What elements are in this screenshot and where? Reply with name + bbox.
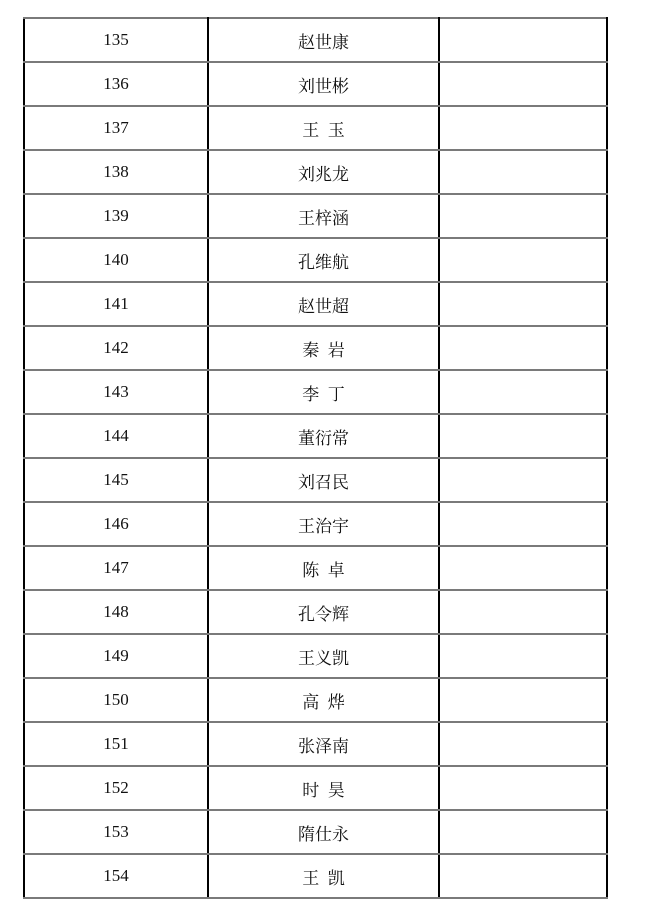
table-row — [24, 282, 607, 326]
row-name-cell: 刘召民 — [208, 458, 439, 502]
row-number-cell: 146 — [24, 502, 208, 546]
row-number-cell: 151 — [24, 722, 208, 766]
roster-table — [23, 17, 608, 899]
row-number-cell: 143 — [24, 370, 208, 414]
row-name-cell: 王治宇 — [208, 502, 439, 546]
table-row — [24, 62, 607, 106]
row-name-cell: 王凯 — [208, 854, 439, 898]
table-row — [24, 634, 607, 678]
row-number-cell: 150 — [24, 678, 208, 722]
row-name-cell: 王梓涵 — [208, 194, 439, 238]
row-note-cell — [439, 590, 607, 634]
row-note-cell — [439, 458, 607, 502]
row-name-cell: 张泽南 — [208, 722, 439, 766]
row-number-cell: 142 — [24, 326, 208, 370]
roster-table-body — [24, 18, 607, 898]
row-note-cell — [439, 18, 607, 62]
table-row — [24, 722, 607, 766]
row-name-cell: 李丁 — [208, 370, 439, 414]
row-name-cell: 赵世超 — [208, 282, 439, 326]
table-row — [24, 238, 607, 282]
table-row — [24, 326, 607, 370]
table-row — [24, 766, 607, 810]
row-note-cell — [439, 722, 607, 766]
row-number-cell: 145 — [24, 458, 208, 502]
row-number-cell: 147 — [24, 546, 208, 590]
table-row — [24, 150, 607, 194]
row-number-cell: 144 — [24, 414, 208, 458]
table-row — [24, 810, 607, 854]
row-note-cell — [439, 62, 607, 106]
row-number-cell: 154 — [24, 854, 208, 898]
table-row — [24, 194, 607, 238]
row-note-cell — [439, 854, 607, 898]
row-number-cell: 141 — [24, 282, 208, 326]
row-name-cell: 孔令辉 — [208, 590, 439, 634]
row-note-cell — [439, 194, 607, 238]
row-number-cell: 138 — [24, 150, 208, 194]
row-note-cell — [439, 370, 607, 414]
row-name-cell: 刘兆龙 — [208, 150, 439, 194]
row-number-cell: 139 — [24, 194, 208, 238]
row-name-cell: 王玉 — [208, 106, 439, 150]
row-note-cell — [439, 810, 607, 854]
table-row — [24, 458, 607, 502]
table-row — [24, 414, 607, 458]
row-number-cell: 140 — [24, 238, 208, 282]
row-note-cell — [439, 634, 607, 678]
row-note-cell — [439, 414, 607, 458]
row-number-cell: 136 — [24, 62, 208, 106]
row-number-cell: 153 — [24, 810, 208, 854]
row-name-cell: 董衍常 — [208, 414, 439, 458]
table-row — [24, 678, 607, 722]
table-row — [24, 18, 607, 62]
row-note-cell — [439, 150, 607, 194]
row-note-cell — [439, 282, 607, 326]
table-row — [24, 502, 607, 546]
row-name-cell: 赵世康 — [208, 18, 439, 62]
row-note-cell — [439, 546, 607, 590]
row-name-cell: 刘世彬 — [208, 62, 439, 106]
table-row — [24, 546, 607, 590]
row-name-cell: 高烨 — [208, 678, 439, 722]
row-number-cell: 135 — [24, 18, 208, 62]
table-row — [24, 106, 607, 150]
row-name-cell: 王义凯 — [208, 634, 439, 678]
table-row — [24, 370, 607, 414]
row-number-cell: 137 — [24, 106, 208, 150]
row-name-cell: 时昊 — [208, 766, 439, 810]
row-name-cell: 隋仕永 — [208, 810, 439, 854]
row-note-cell — [439, 326, 607, 370]
row-note-cell — [439, 238, 607, 282]
row-note-cell — [439, 502, 607, 546]
row-name-cell: 孔维航 — [208, 238, 439, 282]
table-row — [24, 854, 607, 898]
row-name-cell: 秦岩 — [208, 326, 439, 370]
row-number-cell: 148 — [24, 590, 208, 634]
row-note-cell — [439, 678, 607, 722]
row-number-cell: 149 — [24, 634, 208, 678]
row-name-cell: 陈卓 — [208, 546, 439, 590]
table-row — [24, 590, 607, 634]
row-number-cell: 152 — [24, 766, 208, 810]
row-note-cell — [439, 106, 607, 150]
row-note-cell — [439, 766, 607, 810]
